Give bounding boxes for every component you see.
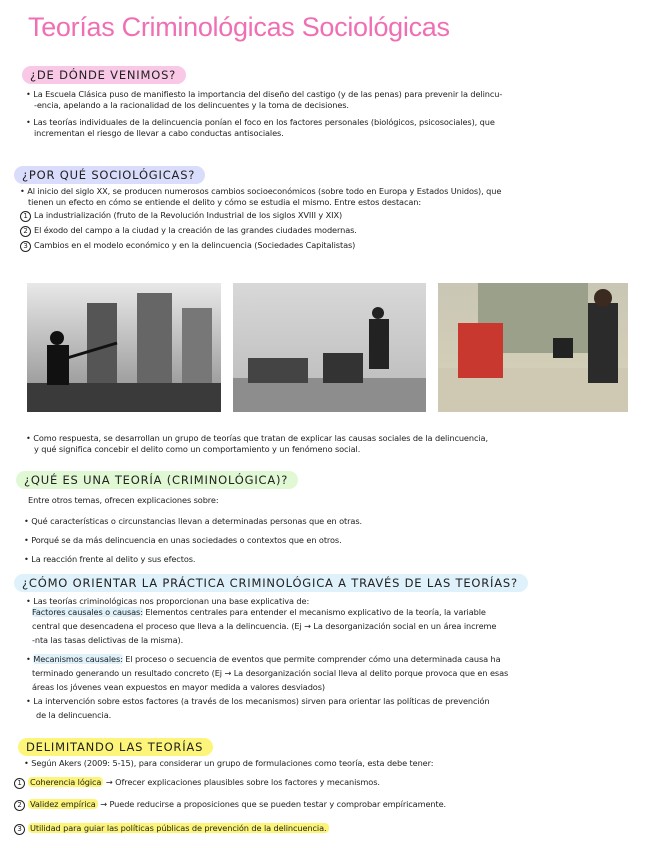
section-origins [26, 89, 502, 139]
text-line: y qué significa concebir el delito como un comportamiento y un fenómeno social. [34, 444, 361, 454]
heading-como-orientar: ¿CÓMO ORIENTAR LA PRÁCTICA CRIMINOLÓGICA A TRAVÉS DE LAS TEORÍAS? [14, 574, 528, 592]
text-line: • La Escuela Clásica puso de manifiesto la importancia del diseño del castigo (y de las penas) para prevenir la delincu- [26, 89, 503, 99]
mecanismos-label: Mecanismos causales: [33, 654, 123, 664]
list-item: El éxodo del campo a la ciudad y la creación de las grandes ciudades modernas. [34, 225, 357, 235]
text-line: -encia, apelando a la racionalidad de los delincuentes y la toma de decisiones. [34, 100, 349, 110]
list-item: La industrialización (fruto de la Revolución Industrial de los siglos XVIII y XIX) [34, 210, 343, 220]
heading-que-es-teoria: ¿QUÉ ES UNA TEORÍA (CRIMINOLÓGICA)? [16, 471, 298, 489]
text-line: • Como respuesta, se desarrollan un grupo de teorías que tratan de explicar las causas sociales de la delincuencia, [26, 433, 488, 443]
list-item: • Porqué se da más delincuencia en unas sociedades o contextos que en otros. [24, 535, 342, 545]
text-line: El proceso o secuencia de eventos que permite comprender cómo una determinada causa ha [122, 654, 501, 664]
photo-industrial-factory [27, 283, 221, 412]
text-line: -nta las tasas delictivas de la misma). [32, 635, 184, 645]
list-item: • La reacción frente al delito y sus efectos. [24, 554, 196, 564]
text-line: • La intervención sobre estos factores (a través de los mecanismos) sirven para orientar las políticas de prevención [26, 696, 490, 706]
text-line: tienen un efecto en cómo se entiende el delito y cómo se estudia el mismo. Entre estos destacan: [28, 197, 422, 207]
page-title: Teorías Criminológicas Sociológicas [28, 12, 450, 42]
section-why [20, 186, 501, 252]
text-line: • Las teorías criminológicas nos proporcionan una base explicativa de: [26, 596, 310, 606]
criterion-text: → Puede reducirse a proposiciones que se pueden testar y comprobar empíricamente. [97, 799, 447, 809]
section-practice: • Las teorías criminológicas nos proporcionan una base explicativa de: Factores causales o causas: Elementos centrales para entender el mecanismo explicativo de la teoría, la variable central que desencadena el proceso que lleva a la delincuencia. (Ej → La desorganización social en un área incremе -nta las tasas delictivas de la misma). • Mecanismos causales: El proceso o secuencia de eventos que permite comprender cómo una determinada causa ha terminado generando un resultado concreto (Ej → La desorganización social lleva al delito porque provoca que en esas áreas los jóvenes vean expuestos en mayor medida a valores desviados) • La intervención sobre estos factores (a través de los mecanismos) sirven para orientar las políticas de prevención de la delincuencia. [26, 596, 509, 720]
heading-delimitando: DELIMITANDO LAS TEORÍAS [18, 738, 213, 756]
number-1-icon: 1 [20, 211, 31, 222]
text-line: Entre otros temas, ofrecen explicaciones sobre: [28, 495, 219, 505]
number-3-icon: 3 [20, 241, 31, 252]
number-3-icon: 3 [14, 824, 25, 835]
criterion-label: Coherencia lógica [30, 777, 102, 787]
section-response [26, 433, 488, 455]
text-line: • Las teorías individuales de la delincuencia ponían el foco en los factores personales (biológicos, psicosociales), que [26, 117, 495, 127]
text-line: de la delincuencia. [36, 710, 112, 720]
text-line: áreas los jóvenes vean expuestos en mayor medida a valores desviados) [32, 682, 325, 692]
text-line: • Al inicio del siglo XX, se producen numerosos cambios socioeconómicos (sobre todo en Europa y Estados Unidos), que [20, 186, 502, 196]
section-theory [24, 495, 363, 565]
number-2-icon: 2 [14, 800, 25, 811]
factores-label: Factores causales o causas: [32, 607, 143, 617]
photo-rural-exodus [233, 283, 426, 412]
heading-de-donde-venimos: ¿DE DÓNDE VENIMOS? [22, 66, 186, 84]
photo-street-crime [438, 283, 628, 412]
section-delimiting [14, 758, 446, 835]
number-2-icon: 2 [20, 226, 31, 237]
list-item: • Qué características o circunstancias llevan a determinadas personas que en otras. [24, 516, 363, 526]
criterion-label: Utilidad para guiar las políticas públicas de prevención de la delincuencia. [30, 823, 327, 833]
criterion-text: → Ofrecer explicaciones plausibles sobre los factores y mecanismos. [103, 777, 380, 787]
criterion-label: Validez empírica [30, 799, 96, 809]
text-line: terminado generando un resultado concreto (Ej → La desorganización social lleva al delito porque provoca que en esas [32, 668, 509, 678]
text-line: • Según Akers (2009: 5-15), para considerar un grupo de formulaciones como teoría, esta debe tener: [24, 758, 434, 768]
text-line: central que desencadena el proceso que lleva a la delincuencia. (Ej → La desorganización social en un área incremе [32, 621, 497, 631]
text-line: incrementan el riesgo de llevar a cabo conductas antisociales. [34, 128, 284, 138]
heading-por-que-sociologicas: ¿POR QUÉ SOCIOLÓGICAS? [14, 166, 205, 184]
text-line: Elementos centrales para entender el mecanismo explicativo de la teoría, la variable [142, 607, 486, 617]
list-item: Cambios en el modelo económico y en la delincuencia (Sociedades Capitalistas) [34, 240, 356, 250]
number-1-icon: 1 [14, 778, 25, 789]
